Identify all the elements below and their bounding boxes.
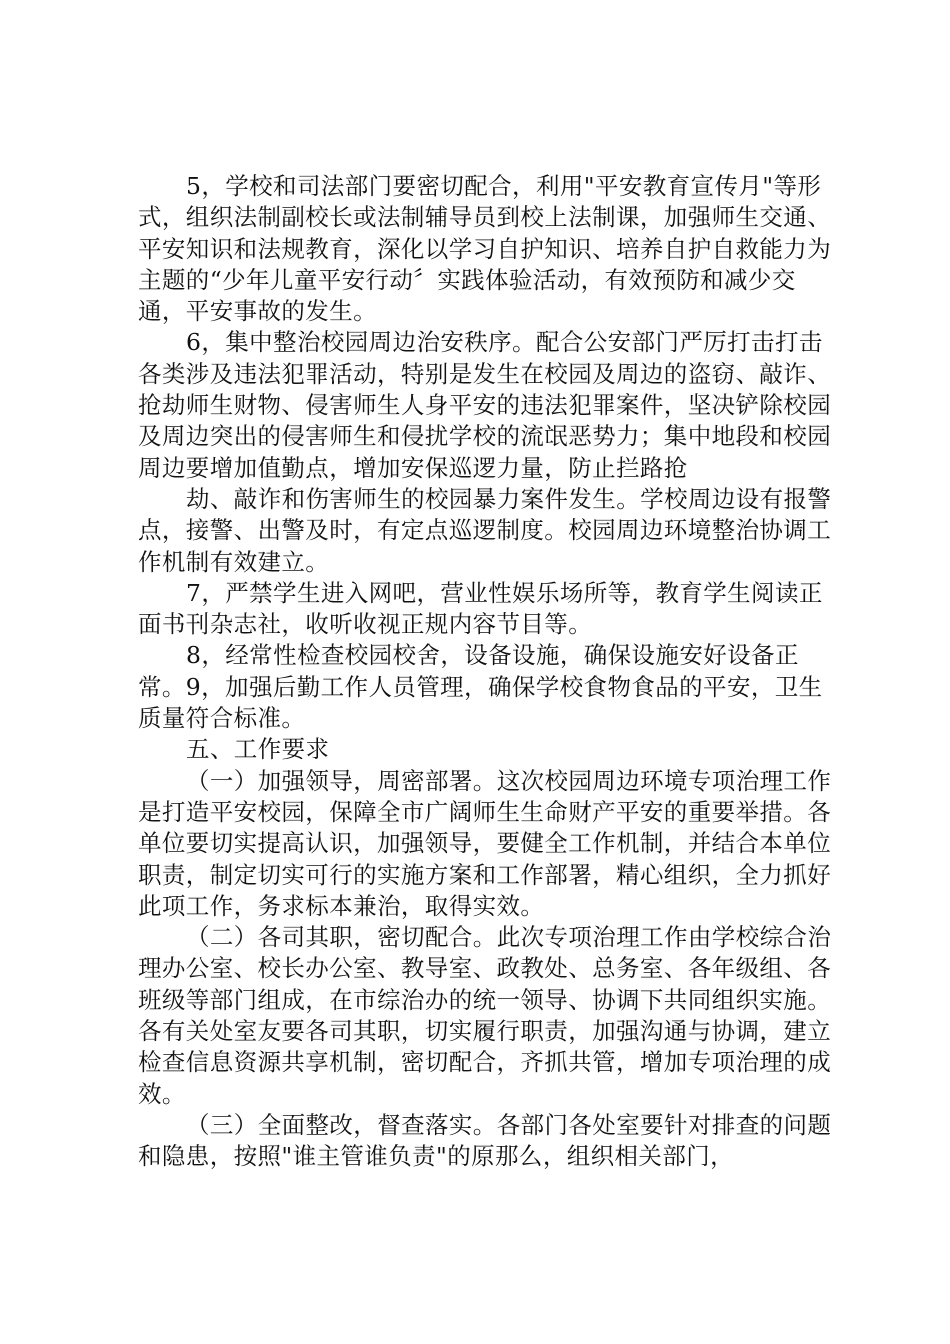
section-heading-work-requirements: 五、工作要求	[186, 735, 330, 764]
paragraph-requirement-3: （三）全面整改，督查落实。各部门各处室要针对排查的问题和隐患，按照"谁主管谁负责"的原那么，组织相关部门，	[138, 1110, 832, 1171]
paragraph-item-8-9: 8，经常性检查校园校舍，设备设施，确保设施安好设备正常。9，加强后勤工作人员管理，确保学校食物食品的平安，卫生质量符合标准。	[138, 641, 823, 733]
paragraph-item-5: 5，学校和司法部门要密切配合，利用"平安教育宣传月"等形式，组织法制副校长或法制辅导员到校上法制课，加强师生交通、平安知识和法规教育，深化以学习自护知识、培养自护自救能力为主题的“少年儿童平安行动〞实践体验活动，有效预防和减少交通，平安事故的发生。	[138, 172, 832, 326]
paragraph-requirement-2: （二）各司其职，密切配合。此次专项治理工作由学校综合治理办公室、校长办公室、教导室、政教处、总务室、各年级组、各班级等部门组成，在市综治办的统一领导、协调下共同组织实施。各有关处室友要各司其职，切实履行职责，加强沟通与协调，建立检查信息资源共享机制，密切配合，齐抓共管，增加专项治理的成效。	[138, 923, 832, 1108]
paragraph-item-6: 6，集中整治校园周边治安秩序。配合公安部门严厉打击打击各类涉及违法犯罪活动，特别是发生在校园及周边的盗窃、敲诈、抢劫师生财物、侵害师生人身平安的违法犯罪案件，坚决铲除校园及周边突出的侵害师生和侵扰学校的流氓恶势力；集中地段和校园周边要增加值勤点，增加安保巡逻力量，防止拦路抢	[138, 328, 832, 482]
paragraph-item-7: 7，严禁学生进入网吧，营业性娱乐场所等，教育学生阅读正面书刊杂志社，收听收视正规内容节目等。	[138, 578, 823, 639]
paragraph-item-6-continued: 劫、敲诈和伤害师生的校园暴力案件发生。学校周边设有报警点，接警、出警及时，有定点巡逻制度。校园周边环境整治协调工作机制有效建立。	[138, 484, 832, 576]
paragraph-requirement-1: （一）加强领导，周密部署。这次校园周边环境专项治理工作是打造平安校园，保障全市广阔师生生命财产平安的重要举措。各单位要切实提高认识，加强领导，要健全工作机制，并结合本单位职责，制定切实可行的实施方案和工作部署，精心组织，全力抓好此项工作，务求标本兼治，取得实效。	[138, 766, 832, 920]
document-body	[138, 171, 838, 1173]
